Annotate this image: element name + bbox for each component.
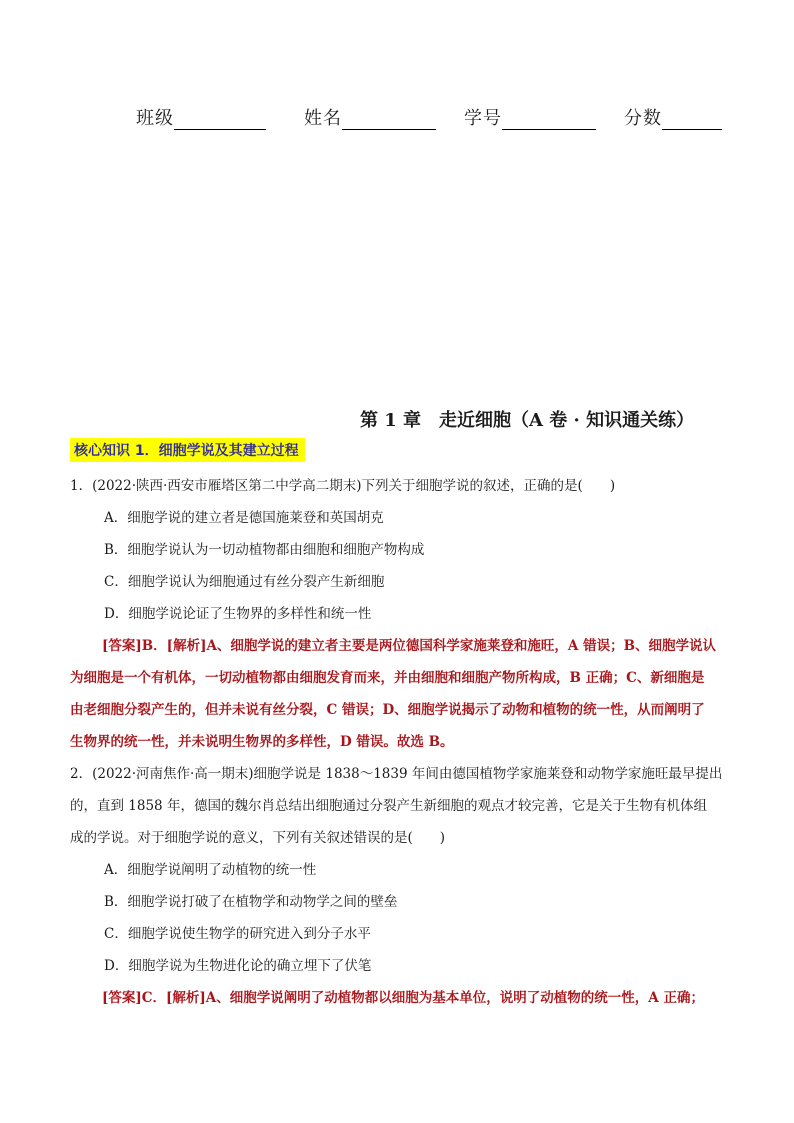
section-label: 核心知识 1．细胞学说及其建立过程 bbox=[70, 438, 305, 462]
question-1-option-c[interactable]: C．细胞学说认为细胞通过有丝分裂产生新细胞 bbox=[104, 574, 385, 590]
class-field[interactable] bbox=[136, 104, 304, 130]
question-1-answer-line: 为细胞是一个有机体，一切动植物都由细胞发育而来，并由细胞和细胞产物所构成，B 正确；C、新细胞是 bbox=[70, 670, 705, 686]
question-1-stem: 1．(2022·陕西·西安市雁塔区第二中学高二期末)下列关于细胞学说的叙述，正确的是( ) bbox=[70, 478, 616, 494]
name-field[interactable] bbox=[304, 104, 464, 130]
student-id-blank[interactable] bbox=[502, 111, 596, 130]
question-1-answer-line: 由老细胞分裂产生的，但并未说有丝分裂，C 错误；D、细胞学说揭示了动物和植物的统一性，从而阐明了 bbox=[70, 702, 705, 718]
question-2-stem-line: 的，直到 1858 年，德国的魏尔肖总结出细胞通过分裂产生新细胞的观点才较完善，它是关于生物有机体组 bbox=[70, 798, 707, 814]
name-label: 姓名 bbox=[304, 108, 342, 129]
question-2-option-c[interactable]: C．细胞学说使生物学的研究进入到分子水平 bbox=[104, 926, 371, 942]
student-id-field[interactable] bbox=[464, 104, 624, 130]
name-blank[interactable] bbox=[342, 111, 436, 130]
class-label: 班级 bbox=[136, 108, 174, 129]
score-label: 分数 bbox=[624, 108, 662, 129]
question-2-stem-line: 成的学说。对于细胞学说的意义，下列有关叙述错误的是( ) bbox=[70, 830, 446, 846]
score-field[interactable] bbox=[624, 104, 736, 130]
student-id-label: 学号 bbox=[464, 108, 502, 129]
question-1-option-d[interactable]: D．细胞学说论证了生物界的多样性和统一性 bbox=[104, 606, 372, 622]
chapter-title: 第 1 章 走近细胞（A 卷 · 知识通关练） bbox=[360, 410, 695, 431]
question-1-option-a[interactable]: A．细胞学说的建立者是德国施莱登和英国胡克 bbox=[104, 510, 384, 526]
question-1-option-b[interactable]: B．细胞学说认为一切动植物都由细胞和细胞产物构成 bbox=[104, 542, 425, 558]
question-2-option-a[interactable]: A．细胞学说阐明了动植物的统一性 bbox=[104, 862, 317, 878]
question-2-stem-line: 2．(2022·河南焦作·高一期末)细胞学说是 1838～1839 年间由德国植物学家施莱登和动物学家施旺最早提出 bbox=[70, 766, 723, 782]
score-blank[interactable] bbox=[662, 111, 722, 130]
class-blank[interactable] bbox=[174, 111, 266, 130]
question-2-option-d[interactable]: D．细胞学说为生物进化论的确立埋下了伏笔 bbox=[104, 958, 372, 974]
question-2-option-b[interactable]: B．细胞学说打破了在植物学和动物学之间的壁垒 bbox=[104, 894, 398, 910]
student-info-row bbox=[136, 104, 736, 130]
question-2-answer-line: [答案]C．[解析]A、细胞学说阐明了动植物都以细胞为基本单位，说明了动植物的统一性，A 正确； bbox=[102, 990, 704, 1006]
question-1-answer-line: 生物界的统一性，并未说明生物界的多样性，D 错误。故选 B。 bbox=[70, 734, 454, 750]
question-1-answer-line: [答案]B．[解析]A、细胞学说的建立者主要是两位德国科学家施莱登和施旺，A 错误；B、细胞学说认 bbox=[102, 638, 717, 654]
